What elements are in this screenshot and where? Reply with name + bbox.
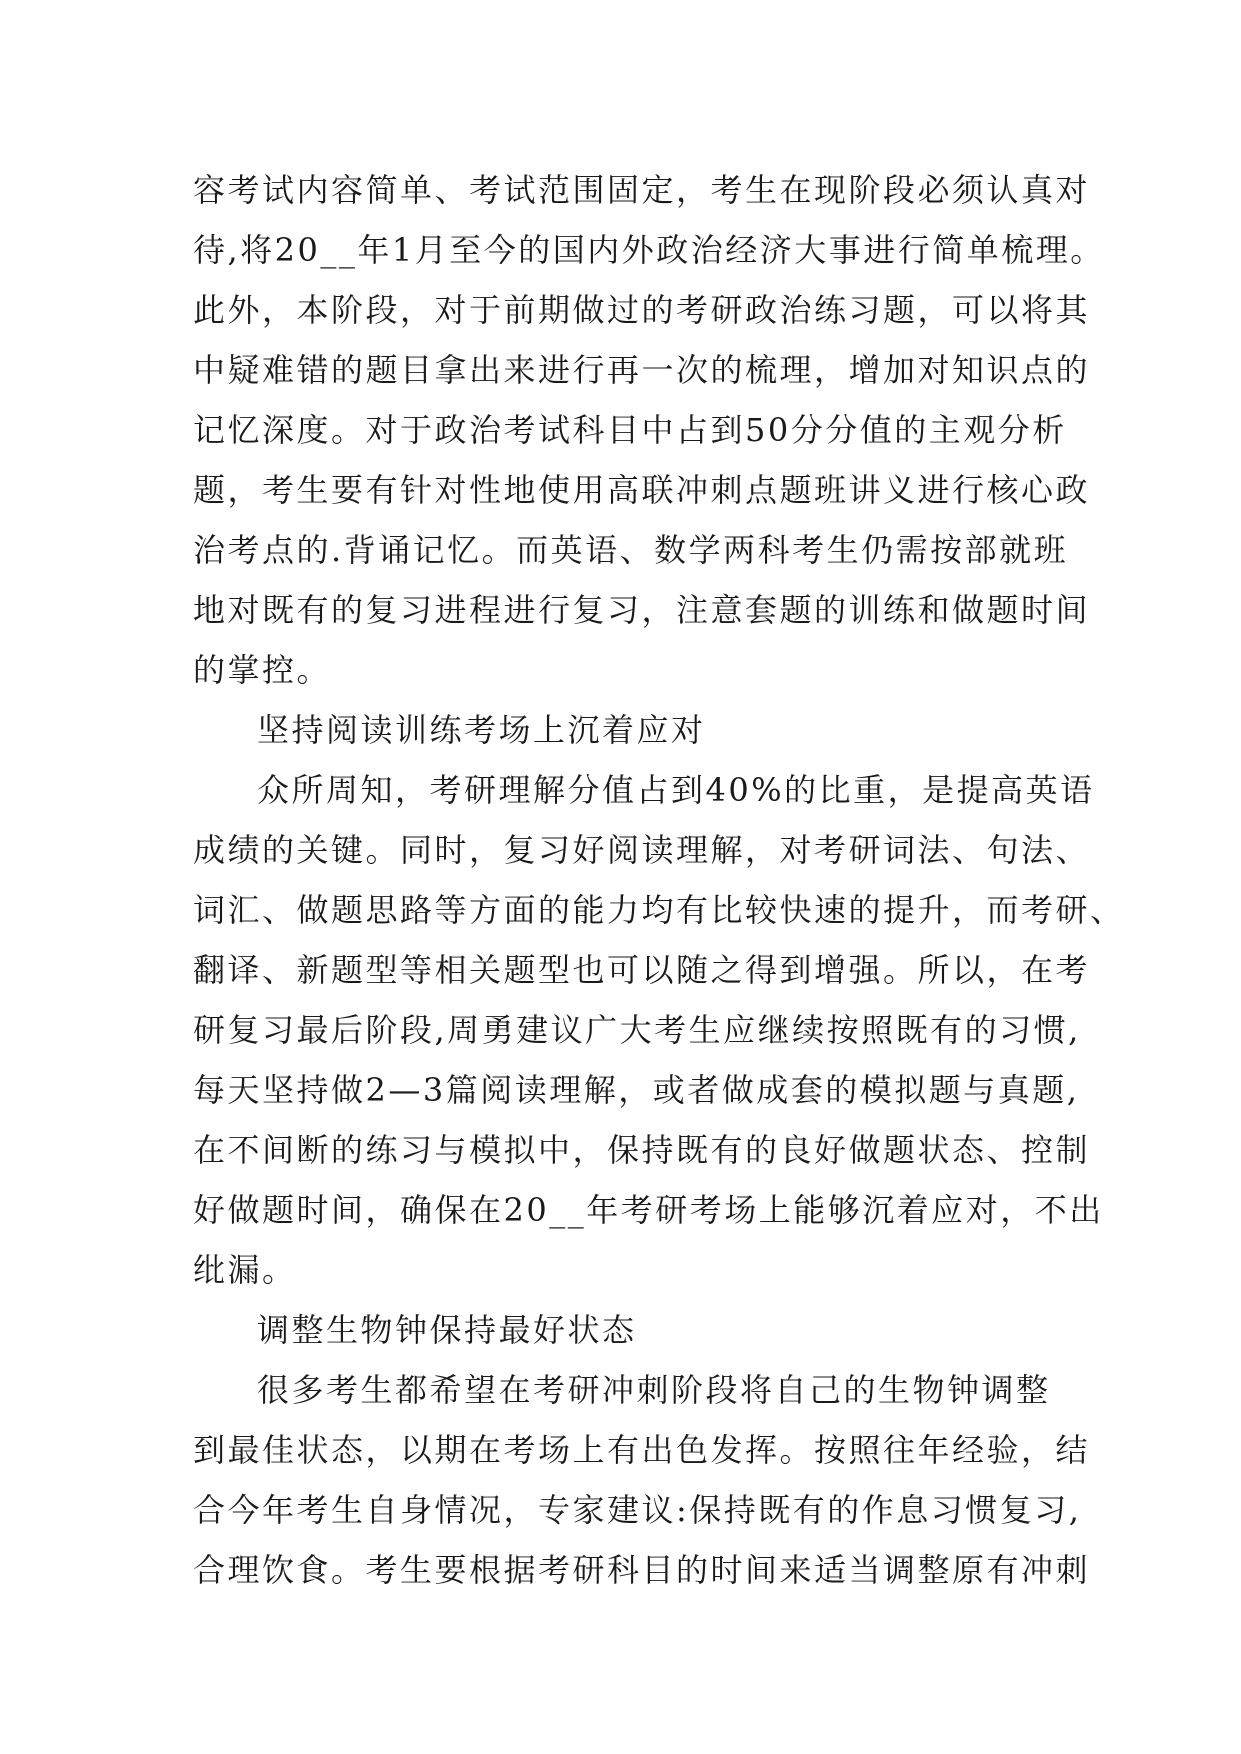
document-body: [193, 160, 1125, 1600]
text-line: 记忆深度。对于政治考试科目中占到50分分值的主观分析: [193, 411, 1067, 449]
text-line: 容考试内容简单、考试范围固定，考生在现阶段必须认真对: [193, 171, 1091, 209]
section-heading: 坚持阅读训练考场上沉着应对: [257, 711, 706, 749]
text-line: 翻译、新题型等相关题型也可以随之得到增强。所以，在考: [193, 951, 1091, 989]
text-line: 治考点的.背诵记忆。而英语、数学两科考生仍需按部就班: [193, 531, 1069, 569]
text-line: 题，考生要有针对性地使用高联冲刺点题班讲义进行核心政: [193, 471, 1091, 509]
text-line: 成绩的关键。同时，复习好阅读理解，对考研词法、句法、: [193, 831, 1091, 869]
text-line: 待,将20__年1月至今的国内外政治经济大事进行简单梳理。: [193, 231, 1105, 269]
text-line: 地对既有的复习进程进行复习，注意套题的训练和做题时间: [193, 591, 1091, 629]
text-line: 每天坚持做2—3篇阅读理解，或者做成套的模拟题与真题,: [193, 1071, 1080, 1109]
text-line: 众所周知，考研理解分值占到40%的比重，是提高英语: [257, 771, 1095, 809]
text-line: 的掌控。: [193, 651, 332, 689]
text-line: 研复习最后阶段,周勇建议广大考生应继续按照既有的习惯,: [193, 1011, 1081, 1049]
text-line: 好做题时间，确保在20__年考研考场上能够沉着应对，不出: [193, 1191, 1104, 1229]
text-line: 合理饮食。考生要根据考研科目的时间来适当调整原有冲刺: [193, 1551, 1091, 1589]
text-line: 很多考生都希望在考研冲刺阶段将自己的生物钟调整: [257, 1371, 1051, 1409]
text-line: 此外，本阶段，对于前期做过的考研政治练习题，可以将其: [193, 291, 1091, 329]
section-heading: 调整生物钟保持最好状态: [257, 1311, 637, 1349]
text-line: 在不间断的练习与模拟中，保持既有的良好做题状态、控制: [193, 1131, 1091, 1169]
text-line: 词汇、做题思路等方面的能力均有比较快速的提升，而考研、: [193, 891, 1125, 929]
text-line: 合今年考生自身情况，专家建议:保持既有的作息习惯复习,: [193, 1491, 1082, 1529]
text-line: 纰漏。: [193, 1251, 297, 1289]
text-line: 到最佳状态，以期在考场上有出色发挥。按照往年经验，结: [193, 1431, 1091, 1469]
text-line: 中疑难错的题目拿出来进行再一次的梳理，增加对知识点的: [193, 351, 1091, 389]
